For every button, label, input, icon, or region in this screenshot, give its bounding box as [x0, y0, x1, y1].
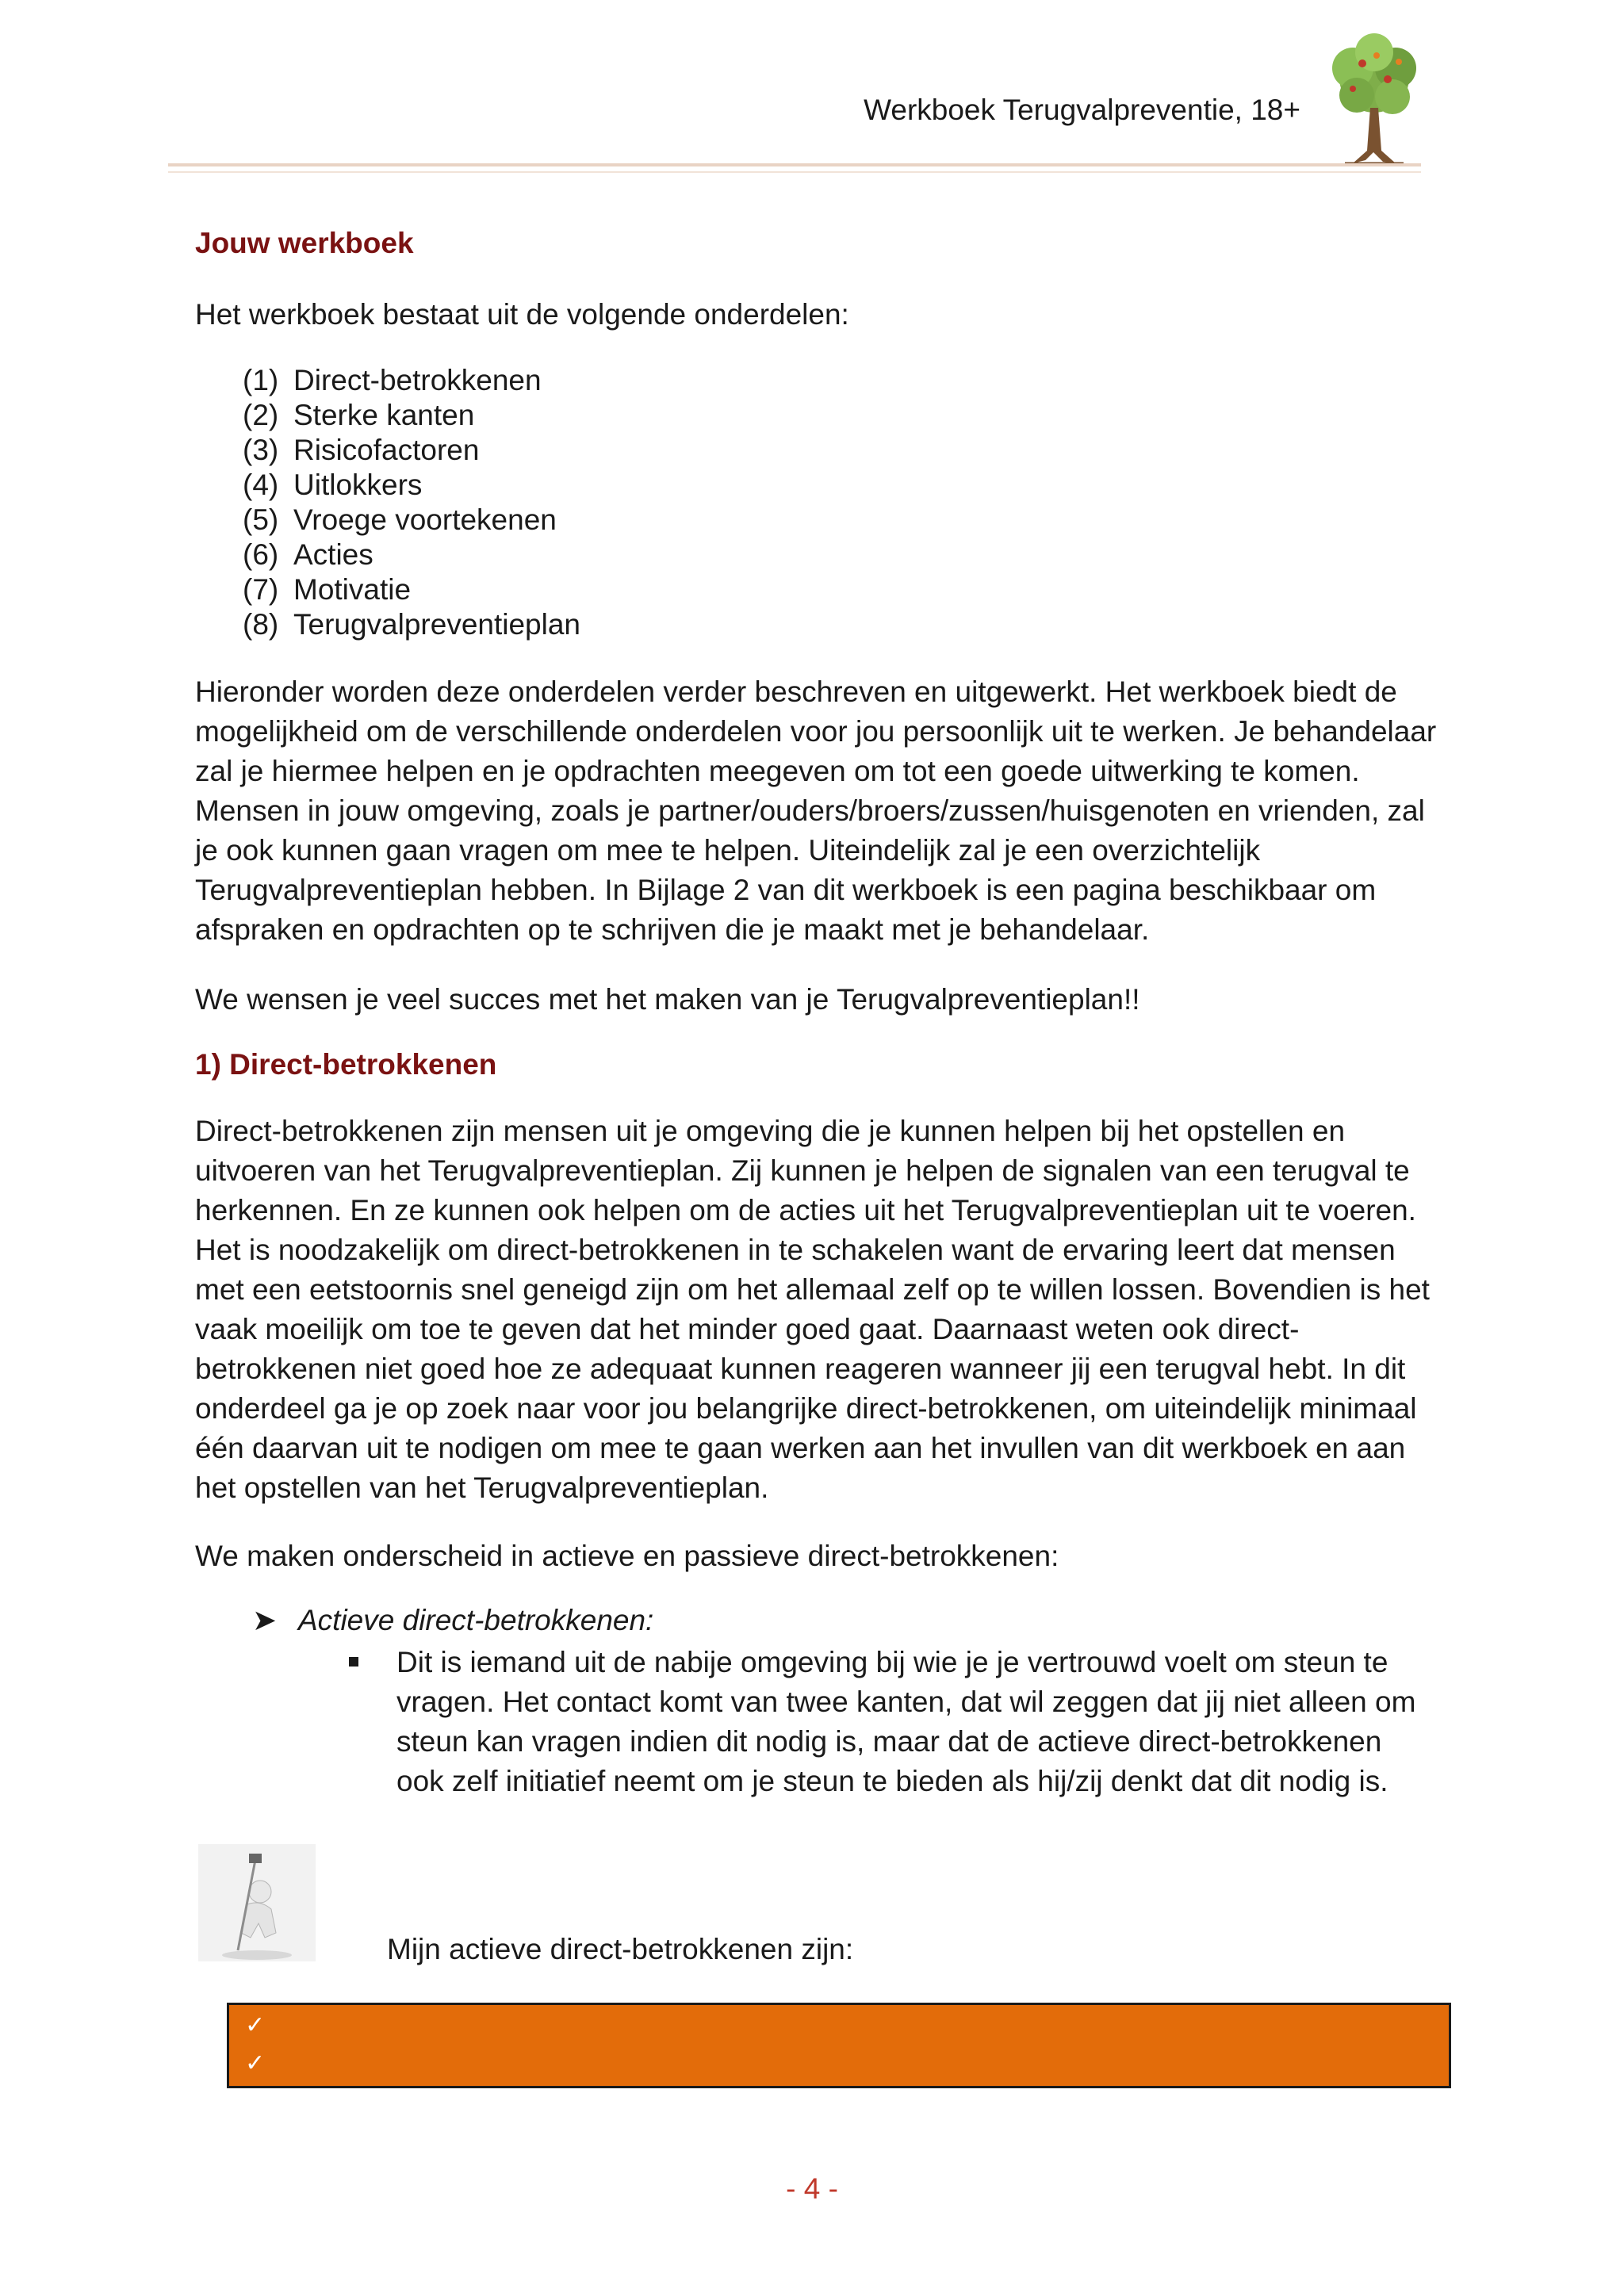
list-item: (1) Direct-betrokkenen: [243, 364, 542, 396]
square-bullet-icon: [349, 1657, 358, 1667]
list-item: (6) Acties: [243, 538, 373, 571]
answer-box[interactable]: [227, 2003, 1451, 2088]
arrow-bullet-icon: ➤: [252, 1604, 278, 1636]
parts-list: [243, 363, 580, 642]
active-description: Dit is iemand uit de nabije omgeving bij wie je je vertrouwd voelt om steun te vragen. Het contact komt van twee kanten, dat wil zeggen dat jij niet alleen om steun kan vragen indien dit nodig is, maar dat de actieve direct-betrokkenen ook zelf initiatief neemt om je steun te bieden als hij/zij denkt dat dit nodig is.: [396, 1646, 1416, 1797]
tree-logo-icon: [1321, 32, 1427, 168]
header-divider-thin: [168, 171, 1421, 173]
mine-label: Mijn actieve direct-betrokkenen zijn:: [387, 1933, 854, 1965]
checkmark-icon: ✓: [245, 2012, 266, 2038]
header-title: Werkboek Terugvalpreventie, 18+: [864, 94, 1300, 126]
page-number: - 4 -: [786, 2172, 838, 2205]
intro-paragraph: Hieronder worden deze onderdelen verder beschreven en uitgewerkt. Het werkboek biedt de mogelijkheid om de verschillende onderdelen voor jou persoonlijk uit te werken. Je behandelaar zal je hiermee helpen en je opdrachten meegeven om tot een goede uitwerking te komen. Mensen in jouw omgeving, zoals je partner/ouders/broers/zussen/huisgenoten en vrienden, zal je ook kunnen gaan vragen om mee te helpen. Uiteindelijk zal je een overzichtelijk Terugvalpreventieplan hebben. In Bijlage 2 van dit werkboek is een pagina beschikbaar om afspraken en opdrachten op te schrijven die je maakt met je behandelaar.: [195, 675, 1437, 946]
active-label-row: [252, 1603, 653, 1637]
direct-betrokkenen-paragraph: Direct-betrokkenen zijn mensen uit je omgeving die je kunnen helpen bij het opstellen en uitvoeren van het Terugvalpreventieplan. Zij kunnen je helpen de signalen van een terugval te herkennen. En ze kunnen ook helpen om de acties uit het Terugvalpreventieplan uit te voeren. Het is noodzakelijk om direct-betrokkenen in te schakelen want de ervaring leert dat mensen met een eetstoornis snel geneigd zijn om het allemaal zelf op te willen lossen. Bovendien is het vaak moeilijk om toe te geven dat het minder goed gaat. Daarnaast weten ook direct-betrokkenen niet goed hoe ze adequaat kunnen reageren wanneer jij een terugval hebt. In dit onderdeel ga je op zoek naar voor jou belangrijke direct-betrokkenen, om uiteindelijk minimaal één daarvan uit te nodigen om mee te gaan werken aan het invullen van dit werkboek en aan het opstellen van het Terugvalpreventieplan.: [195, 1115, 1430, 1504]
active-label: Actieve direct-betrokkenen:: [298, 1604, 654, 1636]
list-item: (3) Risicofactoren: [243, 434, 480, 466]
list-item: (4) Uitlokkers: [243, 469, 423, 501]
intro-wish: We wensen je veel succes met het maken van je Terugvalpreventieplan!!: [195, 983, 1140, 1016]
section-heading-werkboek: Jouw werkboek: [195, 227, 414, 259]
header-divider: [168, 163, 1421, 166]
list-item: (2) Sterke kanten: [243, 399, 475, 431]
list-item: (7) Motivatie: [243, 573, 412, 606]
list-item: (8) Terugvalpreventieplan: [243, 608, 581, 641]
checkmark-icon: ✓: [245, 2050, 266, 2076]
list-item: (5) Vroege voortekenen: [243, 503, 557, 536]
distinction-text: We maken onderscheid in actieve en passieve direct-betrokkenen:: [195, 1540, 1059, 1572]
figure-person-icon: [198, 1844, 316, 1961]
section-heading-direct-betrokkenen: 1) Direct-betrokkenen: [195, 1048, 497, 1081]
intro-lead: Het werkboek bestaat uit de volgende onderdelen:: [195, 298, 849, 331]
